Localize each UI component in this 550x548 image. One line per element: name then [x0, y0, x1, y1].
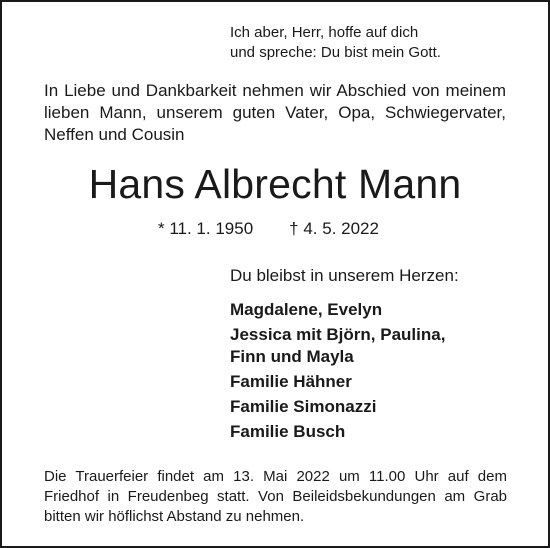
mourner-entry — [230, 396, 530, 418]
verse-line-1: Ich aber, Herr, hoffe auf dich — [230, 24, 419, 41]
remembrance-line: Du bleibst in unserem Herzen: — [230, 266, 459, 285]
intro-text: In Liebe und Dankbarkeit nehmen wir Abschied von meinem lieben Mann, unserem guten Vater, Opa, Schwiegervater, Neffen und Cousin — [44, 81, 506, 144]
frame-left-edge — [0, 0, 2, 548]
mourners-list — [230, 299, 530, 446]
life-dates — [158, 218, 379, 240]
mourner-line: Finn und Mayla — [230, 347, 354, 366]
frame-top-edge — [0, 0, 550, 2]
mourner-entry — [230, 371, 530, 393]
birth-date: * 11. 1. 1950 — [158, 219, 254, 238]
mourner-line: Jessica mit Björn, Paulina, — [230, 325, 446, 344]
verse-line-2: und spreche: Du bist mein Gott. — [230, 44, 441, 61]
bible-verse — [230, 23, 530, 63]
mourner-entry — [230, 324, 530, 368]
mourner-entry — [230, 299, 530, 321]
funeral-notice: Die Trauerfeier findet am 13. Mai 2022 um 11.00 Uhr auf dem Friedhof in Freudenbeg statt. Von Beileidsbekundungen am Grab bitten wir höflichst Abstand zu nehmen. — [44, 468, 507, 525]
mourner-line: Magdalene, Evelyn — [230, 300, 383, 319]
mourner-entry — [230, 421, 530, 443]
death-date: † 4. 5. 2022 — [289, 219, 379, 238]
mourner-line: Familie Hähner — [230, 372, 352, 391]
deceased-name: Hans Albrecht Mann — [88, 161, 462, 207]
mourner-line: Familie Busch — [230, 422, 346, 441]
mourner-line: Familie Simonazzi — [230, 397, 377, 416]
